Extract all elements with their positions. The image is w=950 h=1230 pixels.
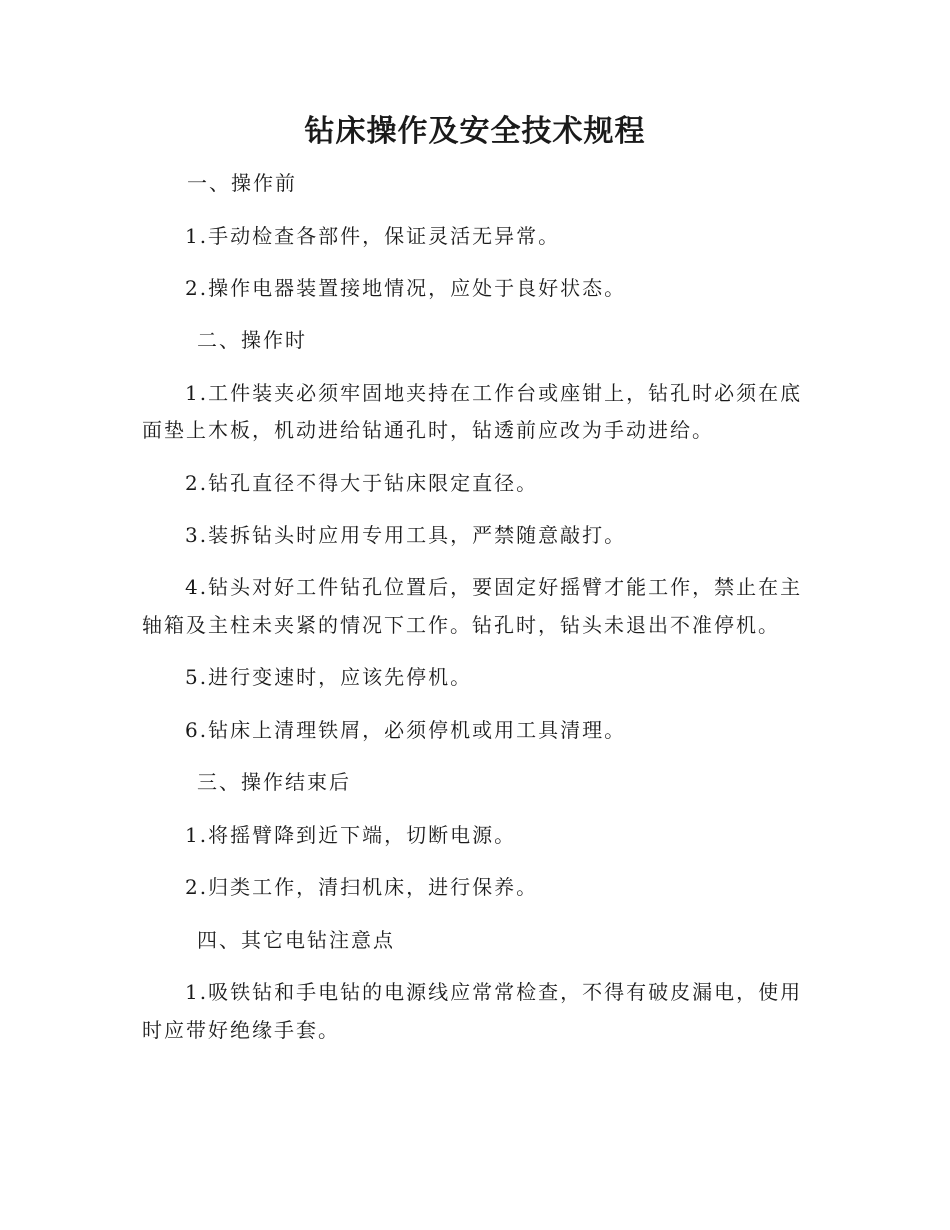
list-item-continuation: 轴箱及主柱未夹紧的情况下工作。钻孔时，钻头未退出不准停机。 (142, 613, 780, 637)
list-item: 6.钻床上清理铁屑，必须停机或用工具清理。 (185, 718, 627, 742)
section-heading-after-operation: 三、操作结束后 (197, 770, 351, 794)
section-heading-other-drills: 四、其它电钻注意点 (197, 928, 395, 952)
list-item-continuation: 时应带好绝缘手套。 (142, 1018, 340, 1042)
list-item-line: 1.吸铁钻和手电钻的电源线应常常检查，不得有破皮漏电，使用 (185, 980, 803, 1004)
list-item: 1.将摇臂降到近下端，切断电源。 (185, 823, 517, 847)
list-item: 5.进行变速时，应该先停机。 (185, 665, 473, 689)
list-item: 3.装拆钻头时应用专用工具，严禁随意敲打。 (185, 523, 627, 547)
list-item-line: 1.工件装夹必须牢固地夹持在工作台或座钳上，钻孔时必须在底 (185, 381, 803, 405)
list-item-continuation: 面垫上木板，机动进给钻通孔时，钻透前应改为手动进给。 (142, 418, 714, 442)
list-item: 2.归类工作，清扫机床，进行保养。 (185, 875, 539, 899)
list-item: 2.钻孔直径不得大于钻床限定直径。 (185, 471, 539, 495)
list-item: 1.手动检查各部件，保证灵活无异常。 (185, 224, 561, 248)
list-item: 2.操作电器装置接地情况，应处于良好状态。 (185, 276, 627, 300)
section-heading-before-operation: 一、操作前 (187, 171, 297, 195)
document-title: 钻床操作及安全技术规程 (304, 114, 646, 149)
section-heading-during-operation: 二、操作时 (197, 328, 307, 352)
list-item-line: 4.钻头对好工件钻孔位置后，要固定好摇臂才能工作，禁止在主 (185, 575, 803, 599)
